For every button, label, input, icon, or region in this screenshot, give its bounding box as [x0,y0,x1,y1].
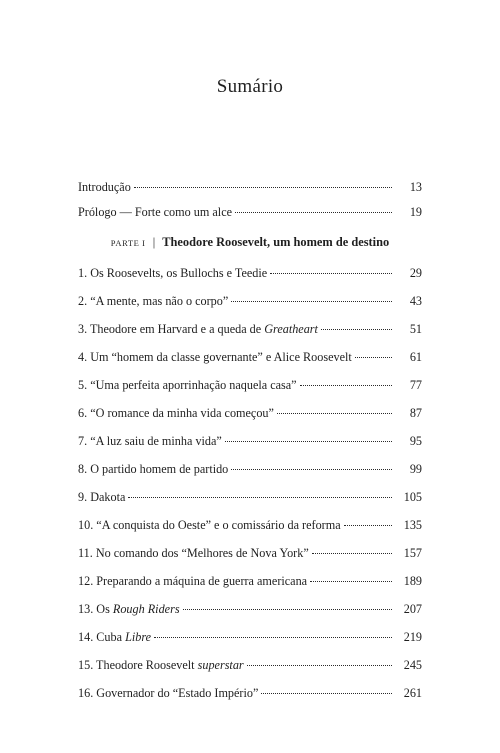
toc-entry-label: Prólogo — Forte como um alce [78,205,233,219]
dot-leader [231,469,392,470]
toc-entry-label: 4. Um “homem da classe governante” e Alice Roosevelt [78,350,352,364]
part-label: PARTE I [110,238,146,248]
toc-entry-chapter-7[interactable] [78,433,422,449]
toc-entry-page: 207 [403,602,422,616]
toc-entry-page: 99 [409,462,422,476]
toc-entry-label: 6. “O romance da minha vida começou” [78,406,274,420]
dot-leader [235,212,392,213]
toc-entry-label: 7. “A luz saiu de minha vida” [78,434,222,448]
dot-leader [225,441,392,442]
toc-entry-chapter-8[interactable] [78,461,422,477]
dot-leader [270,273,392,274]
toc-entry-page: 261 [403,686,422,700]
toc-entry-page: 105 [403,490,422,504]
toc-entry-page: 245 [403,658,422,672]
toc-entry-label: 8. O partido homem de partido [78,462,229,476]
toc-entry-page: 189 [403,574,422,588]
toc-entry-page: 87 [409,406,422,420]
dot-leader [312,553,392,554]
toc-entry-chapter-2[interactable] [78,293,422,309]
toc-entry-page: 95 [409,434,422,448]
toc-entry-chapter-13[interactable] [78,601,422,617]
toc-entry-label: 10. “A conquista do Oeste” e o comissário da reforma [78,518,341,532]
toc-entry-page: 77 [409,378,422,392]
toc-entry-page: 51 [409,322,422,336]
dot-leader [300,385,392,386]
dot-leader [247,665,392,666]
toc-entry-page: 135 [403,518,422,532]
dot-leader [310,581,392,582]
toc-entry-chapter-3[interactable] [78,321,422,337]
toc-entry-page: 157 [403,546,422,560]
toc-entry-page: 43 [409,294,422,308]
dot-leader [154,637,392,638]
toc-entry-label: 13. Os Rough Riders [78,602,180,616]
part-title: Theodore Roosevelt, um homem de destino [162,235,390,249]
toc-entry-label: 1. Os Roosevelts, os Bullochs e Teedie [78,266,268,280]
part-heading [78,234,422,251]
dot-leader [261,693,392,694]
toc-entry-chapter-4[interactable] [78,349,422,365]
toc-entry-label: 2. “A mente, mas não o corpo” [78,294,229,308]
toc-entry-label: 11. No comando dos “Melhores de Nova York” [78,546,309,560]
toc-entry-label: 3. Theodore em Harvard e a queda de Greatheart [78,322,318,336]
dot-leader [344,525,392,526]
toc-entry-page: 61 [409,350,422,364]
dot-leader [231,301,392,302]
toc-entry-chapter-10[interactable] [78,517,422,533]
toc-entry-chapter-1[interactable] [78,265,422,281]
toc-entry-chapter-16[interactable] [78,685,422,701]
toc-entry-chapter-6[interactable] [78,405,422,421]
dot-leader [355,357,392,358]
dot-leader [321,329,392,330]
toc-entry-chapter-5[interactable] [78,377,422,393]
toc-entry-label: Introdução [78,180,131,194]
toc-entry-label: 12. Preparando a máquina de guerra americana [78,574,308,588]
toc-entry-label: 14. Cuba Libre [78,630,152,644]
dot-leader [183,609,392,610]
toc-entry-page: 19 [409,205,422,219]
toc-entry-chapter-11[interactable] [78,545,422,561]
toc-entry-label: 5. “Uma perfeita aporrinhação naquela casa” [78,378,297,392]
dot-leader [277,413,392,414]
toc-entry-label: 16. Governador do “Estado Império” [78,686,259,700]
dot-leader [128,497,392,498]
toc-entry-label: 15. Theodore Roosevelt superstar [78,658,244,672]
toc-entry-introduction[interactable] [78,179,422,195]
toc-entry-chapter-14[interactable] [78,629,422,645]
toc-entry-prologue[interactable] [78,204,422,220]
toc-entry-label: 9. Dakota [78,490,126,504]
toc-entry-chapter-15[interactable] [78,657,422,673]
toc-entry-page: 29 [409,266,422,280]
toc-entry-chapter-12[interactable] [78,573,422,589]
toc-entry-chapter-9[interactable] [78,489,422,505]
dot-leader [134,187,392,188]
part-separator: | [152,235,156,249]
toc-entry-page: 219 [403,630,422,644]
toc-entry-page: 13 [409,180,422,194]
page-title: Sumário [216,76,284,97]
